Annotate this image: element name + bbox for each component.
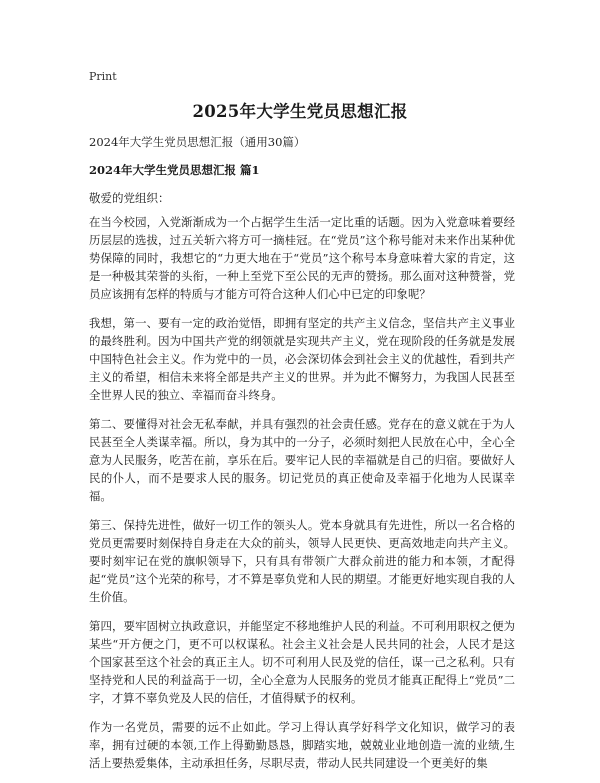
paragraph-5: 第四，要牢固树立执政意识，并能坚定不移地维护人民的利益。不可利用职权之便为某些“开方便之门，更不可以权谋私。社会主义社会是人民共同的社会，人民才是这个国家甚至这个社会的真正主人。切不可利用人民及党的信任，谋一己之私利。只有坚持党和人民的利益高于一切，全心全意为人民服务的党员才能真正配得上“党员”二字，才算不辜负党及人民的信任，才值得赋予的权利。	[89, 619, 515, 705]
paragraph-6: 作为一名党员，需要的远不止如此。学习上得认真学好科学文化知识，做学习的表率，拥有过硬的本领,工作上得勤勤恳恳，脚踏实地，兢兢业业地创造一流的业绩,生活上要热爱集体，主动承担任务，尽职尽责，带动人民共同建设一个更美好的集	[89, 720, 515, 770]
section-heading: 2024年大学生党员思想汇报 篇1	[89, 163, 260, 177]
paragraph-2: 我想，第一、要有一定的政治觉悟，即拥有坚定的共产主义信念，坚信共产主义事业的最终胜利。因为中国共产党的纲领就是实现共产主义，党在现阶段的任务就是发展中国特色社会主义。作为党中的一员，必会深切体会到社会主义的优越性，看到共产主义的希望，相信未来将全部是共产主义的世界。并为此不懈努力，为我国人民甚至全世界人民的独立、幸福而奋斗终身。	[89, 316, 515, 402]
paragraph-1: 在当今校园，入党渐渐成为一个占据学生生活一定比重的话题。因为入党意味着要经历层层的选拔，过五关斩六将方可一摘桂冠。在“党员”这个称号能对未来作出某种优势保障的同时，我想它的“力更大地在于“党员”这个称号本身意味着大家的肯定，这是一种极其荣誉的头衔，一种上至党下至公民的无声的赞扬。那么面对这种赞誉，党员应该拥有怎样的特质与才能方可符合这种人们心中已定的印象呢？	[89, 215, 515, 301]
print-link[interactable]: Print	[89, 70, 117, 83]
salutation: 敬爱的党组织：	[89, 191, 170, 205]
article-body	[89, 213, 515, 783]
page-title: 2025年大学生党员思想汇报	[192, 102, 408, 121]
document-subtitle: 2024年大学生党员思想汇报（通用30篇）	[89, 135, 306, 149]
paragraph-4: 第三、保持先进性，做好一切工作的领头人。党本身就具有先进性，所以一名合格的党员更需要时刻保持自身走在大众的前头，领导人民更快、更高效地走向共产主义。要时刻牢记在党的旗帜领导下，只有具有带领广大群众前进的能力和本领，才配得起“党员”这个光荣的称号，才不算是辜负党和人民的期望。才能更好地实现自我的人生价值。	[89, 518, 515, 604]
paragraph-3: 第二、要懂得对社会无私奉献，并具有强烈的社会责任感。党存在的意义就在于为人民甚至全人类谋幸福。所以，身为其中的一分子，必须时刻把人民放在心中，全心全意为人民服务，吃苦在前，享乐在后。要牢记人民的幸福就是自己的归宿。要做好人民的仆人，而不是要求人民的服务。切记党员的真正使命及幸福于化地为人民谋幸福。	[89, 417, 515, 503]
